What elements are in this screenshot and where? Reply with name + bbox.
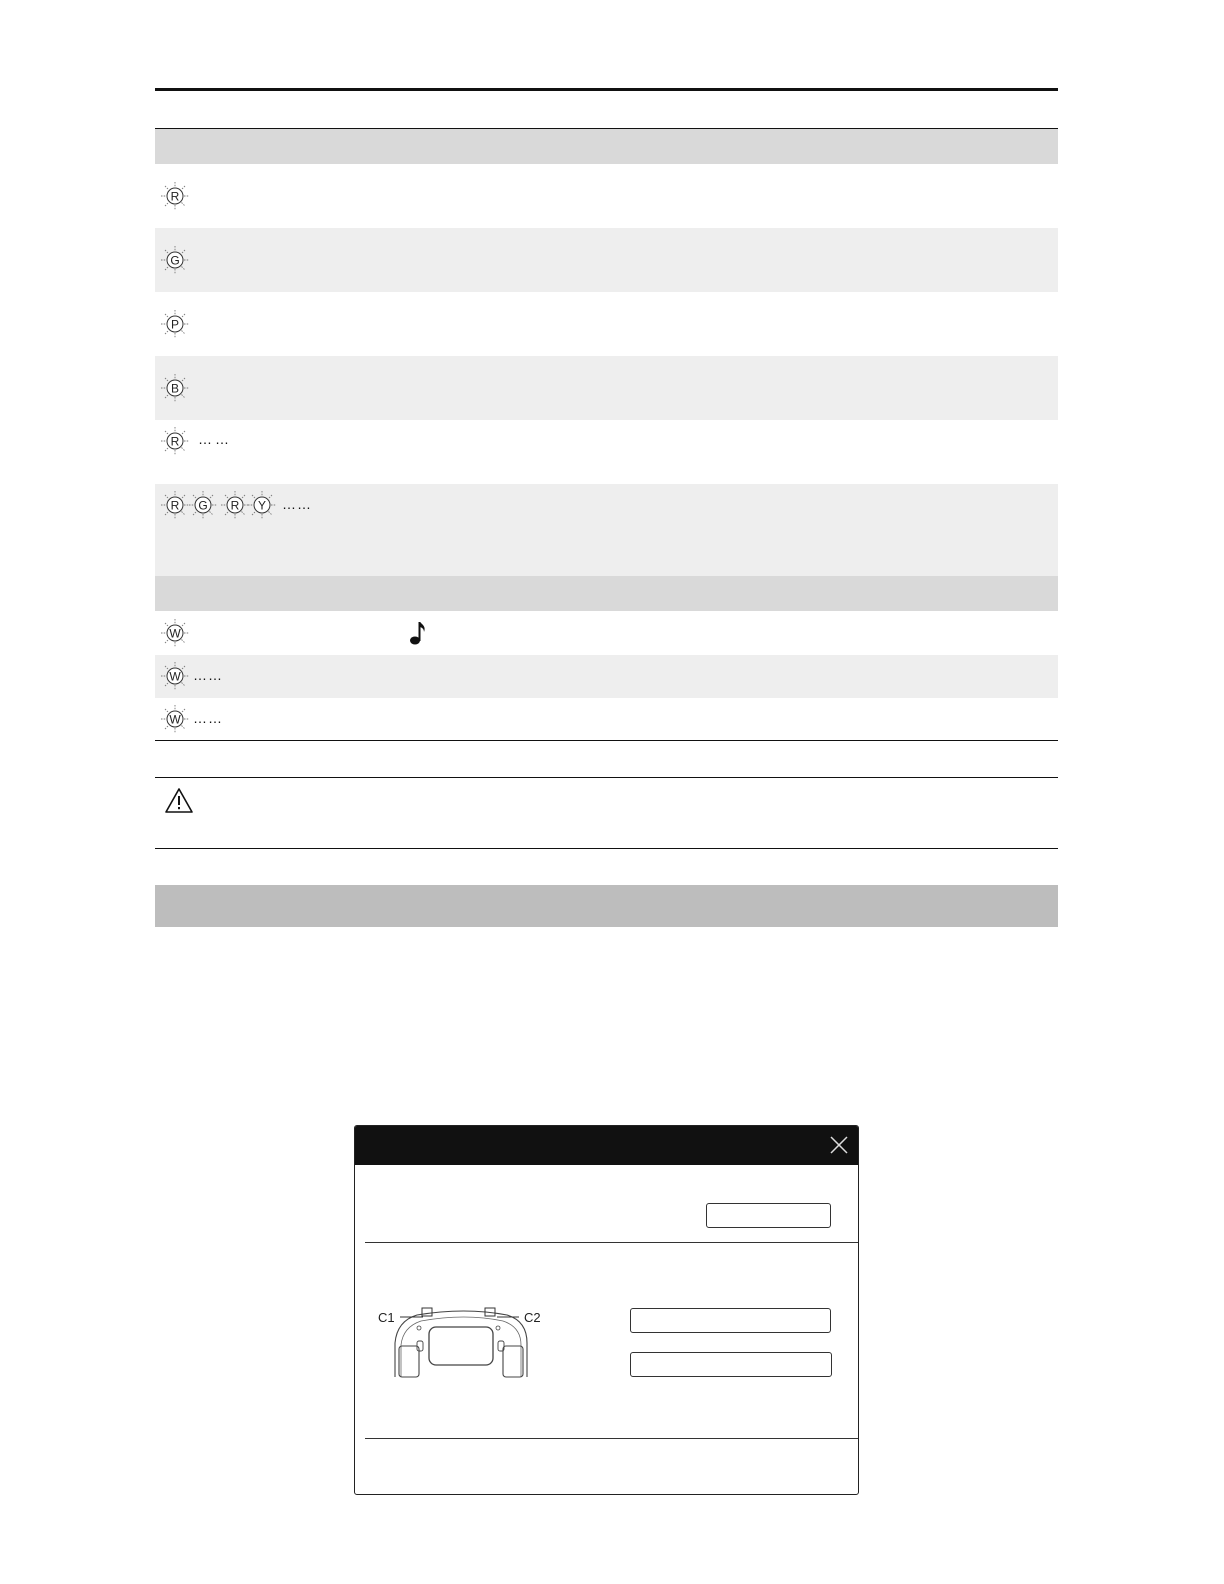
svg-text:B: B bbox=[170, 381, 180, 396]
svg-text:G: G bbox=[198, 498, 208, 513]
c1-label: C1 bbox=[378, 1310, 395, 1325]
table-row bbox=[155, 655, 1058, 698]
table-header-band bbox=[155, 129, 1058, 164]
svg-text:P: P bbox=[170, 317, 180, 332]
svg-text:W: W bbox=[169, 669, 181, 684]
red-led-icon bbox=[160, 181, 190, 211]
dialog-titlebar bbox=[355, 1126, 858, 1165]
section-heading-bar bbox=[155, 885, 1058, 927]
table-row bbox=[155, 164, 1058, 228]
white-led-icon bbox=[160, 618, 190, 648]
dialog-window bbox=[354, 1125, 859, 1495]
dialog-action-button[interactable] bbox=[706, 1203, 831, 1228]
dialog-option-button[interactable] bbox=[630, 1352, 832, 1377]
table-row bbox=[155, 698, 1058, 740]
green-led-icon bbox=[188, 490, 218, 520]
green-led-icon bbox=[160, 245, 190, 275]
red-led-icon bbox=[160, 426, 190, 456]
red-led-icon bbox=[160, 490, 190, 520]
white-led-icon bbox=[160, 661, 190, 691]
table-bottom-rule bbox=[155, 740, 1058, 741]
svg-text:G: G bbox=[170, 253, 180, 268]
blink-dots: …… bbox=[193, 667, 223, 683]
dialog-divider bbox=[365, 1242, 859, 1243]
table-subheader-band bbox=[155, 576, 1058, 611]
warning-top-rule bbox=[155, 777, 1058, 778]
svg-text:R: R bbox=[170, 189, 180, 204]
music-note-icon bbox=[409, 620, 427, 646]
svg-text:Y: Y bbox=[257, 498, 267, 513]
close-icon[interactable] bbox=[828, 1134, 850, 1156]
table-row bbox=[155, 356, 1058, 420]
table-row bbox=[155, 420, 1058, 484]
c2-label: C2 bbox=[524, 1310, 541, 1325]
dialog-option-button[interactable] bbox=[630, 1308, 831, 1333]
blink-dots: …… bbox=[193, 710, 223, 726]
svg-text:W: W bbox=[169, 712, 181, 727]
table-row bbox=[155, 611, 1058, 655]
svg-text:R: R bbox=[170, 434, 180, 449]
white-led-icon bbox=[160, 704, 190, 734]
blink-dots: …… bbox=[282, 496, 312, 512]
svg-text:R: R bbox=[170, 498, 180, 513]
dialog-divider bbox=[365, 1438, 859, 1439]
svg-text:R: R bbox=[230, 498, 240, 513]
red-led-icon bbox=[220, 490, 250, 520]
warning-bottom-rule bbox=[155, 848, 1058, 849]
table-row bbox=[155, 228, 1058, 292]
table-row bbox=[155, 292, 1058, 356]
blue-led-icon bbox=[160, 373, 190, 403]
svg-text:W: W bbox=[169, 626, 181, 641]
purple-led-icon bbox=[160, 309, 190, 339]
yellow-led-icon bbox=[247, 490, 277, 520]
blink-dots: …… bbox=[198, 431, 232, 447]
warning-icon bbox=[164, 787, 194, 814]
top-rule bbox=[155, 88, 1058, 91]
